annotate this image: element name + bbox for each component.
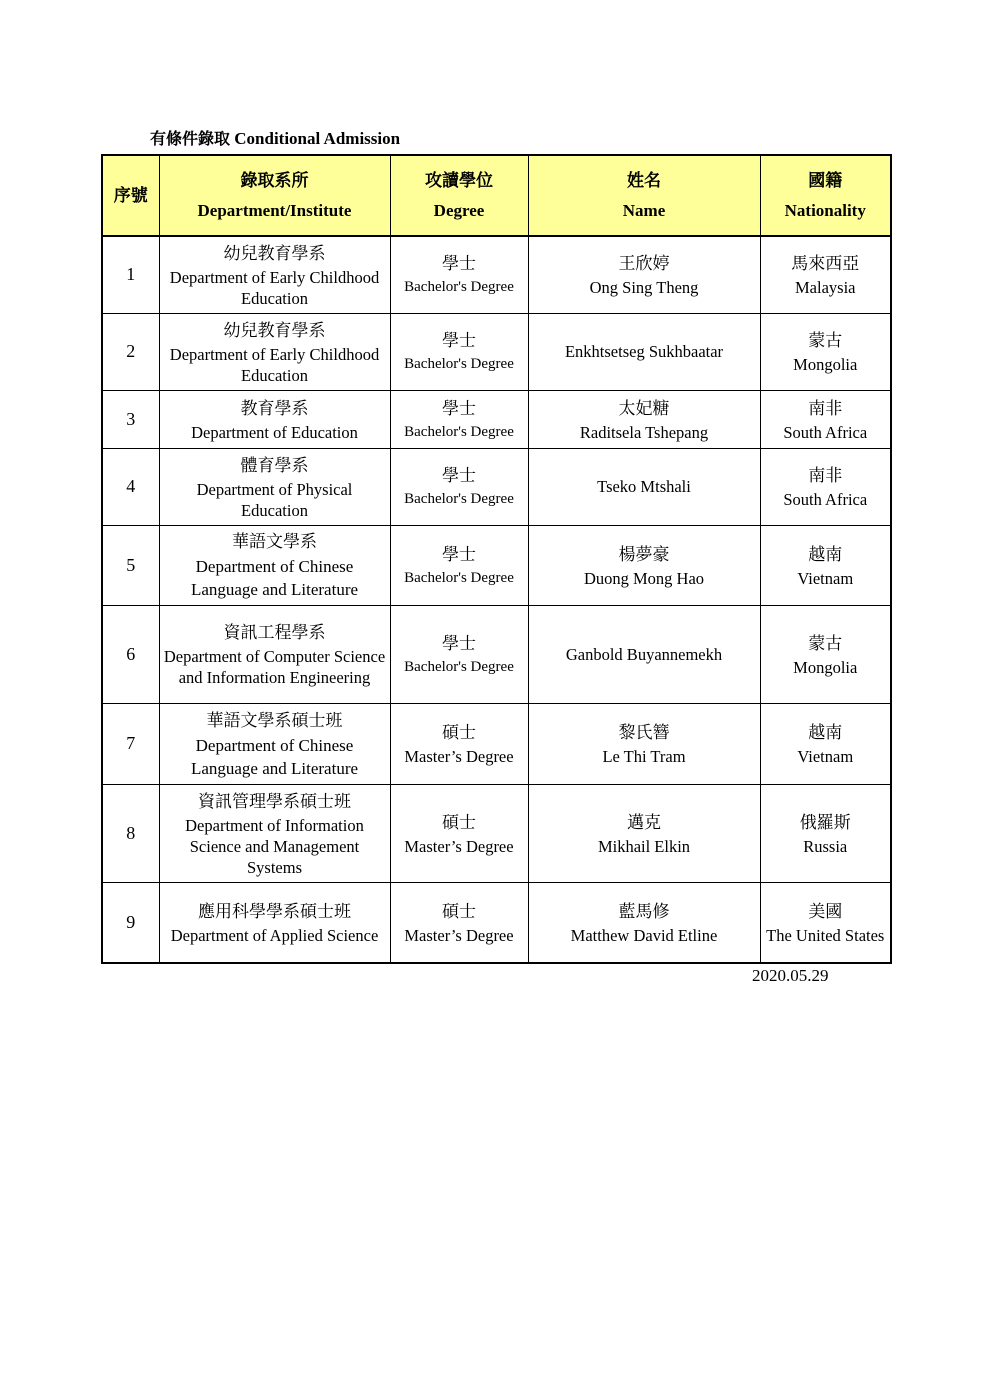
department-cell	[159, 703, 390, 784]
nationality-en: The United States	[766, 925, 885, 945]
degree-zh: 碩士	[442, 901, 476, 922]
degree-cell	[390, 448, 528, 525]
header-department-en: Department/Institute	[197, 200, 352, 220]
department-cell	[159, 882, 390, 963]
name-zh: 王欣婷	[618, 254, 670, 275]
department-en: Department of Information Science and Management Systems	[185, 815, 364, 877]
department-cell	[159, 525, 390, 605]
department-zh: 體育學系	[240, 455, 309, 476]
name-cell	[528, 784, 760, 882]
department-zh: 華語文學系碩士班	[206, 710, 343, 731]
name-en: Mikhail Elkin	[597, 836, 691, 856]
degree-zh: 學士	[442, 398, 476, 419]
row-number: 8	[102, 784, 159, 882]
nationality-zh: 美國	[808, 901, 843, 922]
degree-zh: 學士	[442, 544, 476, 565]
nationality-en: Mongolia	[793, 355, 858, 374]
department-en: Department of Computer Science and Information Engineering	[163, 647, 386, 687]
name-en: Tseko Mtshali	[597, 477, 691, 496]
name-cell	[528, 313, 760, 390]
degree-en: Bachelor's Degree	[404, 658, 514, 675]
department-zh: 華語文學系	[232, 532, 317, 552]
department-zh: 資訊工程學系	[223, 623, 326, 643]
nationality-zh: 南非	[808, 398, 843, 419]
degree-zh: 學士	[442, 466, 476, 486]
name-cell	[528, 390, 760, 448]
name-cell	[528, 605, 760, 703]
table-row	[102, 605, 891, 703]
department-zh: 幼兒教育學系	[223, 243, 326, 264]
department-cell	[159, 390, 390, 448]
header-degree-zh: 攻讀學位	[425, 170, 493, 191]
table-header-row	[102, 155, 891, 236]
name-zh: 邁克	[627, 812, 661, 833]
nationality-cell	[760, 605, 891, 703]
department-zh: 資訊管理學系碩士班	[198, 791, 351, 812]
page-title-zh: 有條件錄取	[150, 129, 231, 148]
degree-cell	[390, 784, 528, 882]
department-zh: 教育學系	[240, 398, 309, 419]
row-number: 7	[102, 703, 159, 784]
name-en: Ong Sing Theng	[589, 278, 699, 298]
name-en: Enkhtsetseg Sukhbaatar	[564, 342, 724, 361]
header-name	[528, 155, 760, 236]
degree-zh: 學士	[442, 254, 476, 275]
table-row	[102, 784, 891, 882]
name-zh: 楊夢豪	[618, 544, 670, 565]
name-cell	[528, 236, 760, 313]
degree-cell	[390, 525, 528, 605]
document-date: 2020.05.29	[752, 966, 829, 985]
degree-en: Bachelor's Degree	[404, 356, 514, 372]
header-department-zh: 錄取系所	[240, 170, 309, 191]
header-department	[159, 155, 390, 236]
degree-cell	[390, 236, 528, 313]
table-row	[102, 882, 891, 963]
table-row	[102, 448, 891, 525]
department-cell	[159, 605, 390, 703]
degree-cell	[390, 882, 528, 963]
name-en: Matthew David Etline	[570, 925, 718, 945]
department-en: Department of Early Childhood Education	[169, 344, 380, 385]
nationality-cell	[760, 313, 891, 390]
nationality-zh: 馬來西亞	[791, 254, 860, 275]
degree-en: Bachelor's Degree	[404, 279, 514, 296]
department-cell	[159, 784, 390, 882]
nationality-en: Malaysia	[795, 278, 856, 298]
name-zh: 太妃糖	[618, 398, 670, 419]
header-nationality-zh: 國籍	[808, 170, 843, 191]
nationality-zh: 越南	[808, 723, 843, 743]
degree-en: Bachelor's Degree	[404, 491, 514, 507]
header-no	[102, 155, 159, 236]
nationality-en: South Africa	[783, 490, 868, 509]
row-number: 9	[102, 882, 159, 963]
page-title-en: Conditional Admission	[234, 129, 401, 148]
department-en: Department of Chinese Language and Literature	[190, 557, 359, 599]
nationality-zh: 越南	[808, 544, 843, 565]
header-name-en: Name	[622, 200, 666, 220]
department-zh: 應用科學學系碩士班	[198, 901, 351, 922]
nationality-zh: 蒙古	[808, 633, 843, 654]
name-zh: 藍馬修	[618, 901, 670, 922]
degree-zh: 學士	[442, 331, 476, 351]
nationality-cell	[760, 882, 891, 963]
table-row	[102, 525, 891, 605]
row-number: 5	[102, 525, 159, 605]
row-number: 6	[102, 605, 159, 703]
nationality-en: South Africa	[783, 422, 868, 442]
name-en: Raditsela Tshepang	[579, 422, 709, 442]
row-number: 2	[102, 313, 159, 390]
nationality-cell	[760, 236, 891, 313]
department-en: Department of Chinese Language and Literature	[190, 735, 359, 778]
department-cell	[159, 448, 390, 525]
nationality-cell	[760, 448, 891, 525]
degree-zh: 碩士	[442, 723, 476, 743]
department-cell	[159, 236, 390, 313]
degree-en: Bachelor's Degree	[404, 569, 514, 586]
department-en: Department of Early Childhood Education	[169, 267, 380, 308]
degree-en: Master’s Degree	[404, 925, 514, 945]
nationality-en: Russia	[803, 836, 848, 856]
department-cell	[159, 313, 390, 390]
nationality-cell	[760, 703, 891, 784]
name-cell	[528, 525, 760, 605]
nationality-zh: 南非	[808, 466, 843, 486]
department-en: Department of Education	[191, 422, 358, 442]
name-en: Le Thi Tram	[602, 747, 686, 766]
header-degree	[390, 155, 528, 236]
header-no-zh: 序號	[113, 185, 148, 206]
department-en: Department of Applied Science	[170, 925, 379, 945]
degree-cell	[390, 390, 528, 448]
header-degree-en: Degree	[433, 200, 485, 220]
degree-en: Master’s Degree	[404, 747, 514, 766]
admission-table	[101, 154, 892, 964]
nationality-zh: 俄羅斯	[799, 812, 851, 833]
name-cell	[528, 882, 760, 963]
degree-cell	[390, 703, 528, 784]
degree-cell	[390, 313, 528, 390]
row-number: 1	[102, 236, 159, 313]
row-number: 4	[102, 448, 159, 525]
table-row	[102, 703, 891, 784]
nationality-zh: 蒙古	[808, 331, 843, 351]
name-cell	[528, 448, 760, 525]
name-en: Duong Mong Hao	[583, 568, 705, 588]
degree-zh: 學士	[442, 633, 476, 654]
degree-zh: 碩士	[442, 812, 476, 833]
nationality-en: Vietnam	[797, 747, 854, 766]
degree-en: Bachelor's Degree	[404, 423, 514, 440]
degree-en: Master’s Degree	[404, 836, 514, 856]
nationality-cell	[760, 390, 891, 448]
table-row	[102, 236, 891, 313]
nationality-cell	[760, 525, 891, 605]
nationality-en: Mongolia	[793, 657, 858, 677]
table-row	[102, 390, 891, 448]
page-title	[150, 126, 400, 149]
header-name-zh: 姓名	[627, 170, 661, 191]
degree-cell	[390, 605, 528, 703]
department-en: Department of Physical Education	[196, 479, 353, 520]
header-nationality-en: Nationality	[784, 200, 866, 220]
department-zh: 幼兒教育學系	[223, 320, 326, 341]
name-en: Ganbold Buyannemekh	[565, 644, 723, 664]
table-row	[102, 313, 891, 390]
nationality-cell	[760, 784, 891, 882]
row-number: 3	[102, 390, 159, 448]
header-nationality	[760, 155, 891, 236]
name-cell	[528, 703, 760, 784]
name-zh: 黎氏簪	[618, 723, 670, 743]
nationality-en: Vietnam	[797, 568, 854, 588]
